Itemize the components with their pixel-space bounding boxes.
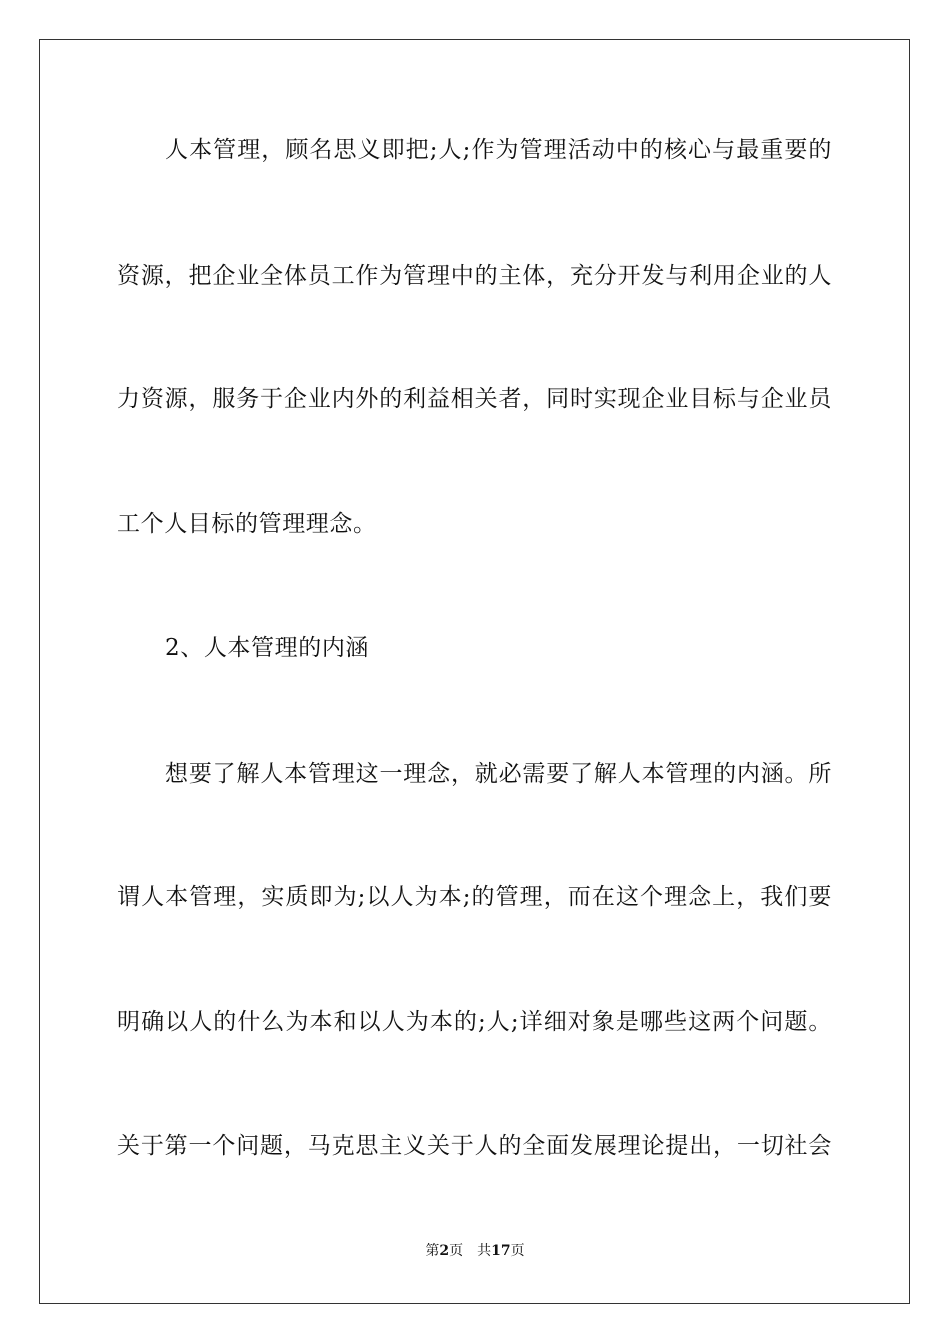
footer-page-prefix: 第: [425, 1243, 440, 1259]
footer-total-number: 17: [491, 1243, 511, 1259]
footer-page-number: 2: [439, 1243, 450, 1259]
paragraph-3-line-1: 想要了解人本管理这一理念，就必需要了解人本管理的内涵。所: [165, 761, 832, 787]
paragraph-1-line-2: 资源，把企业全体员工作为管理中的主体，充分开发与利用企业的人: [117, 263, 832, 289]
paragraph-3-line-3: 明确以人的什么为本和以人为本的;人;详细对象是哪些这两个问题。: [117, 1009, 832, 1035]
paragraph-1-line-1: 人本管理，顾名思义即把;人;作为管理活动中的核心与最重要的: [165, 137, 832, 163]
page-footer: [0, 1242, 950, 1260]
page-border: [39, 39, 910, 1304]
footer-total-suffix: 页: [510, 1243, 525, 1259]
section-heading: 2、人本管理的内涵: [165, 635, 370, 661]
paragraph-1-line-4: 工个人目标的管理理念。: [117, 511, 377, 537]
paragraph-3-line-4: 关于第一个问题，马克思主义关于人的全面发展理论提出，一切社会: [117, 1133, 832, 1159]
footer-total-prefix: 共: [477, 1243, 492, 1259]
paragraph-3-line-2: 谓人本管理，实质即为;以人为本;的管理，而在这个理念上，我们要: [117, 884, 832, 910]
paragraph-1-line-3: 力资源，服务于企业内外的利益相关者，同时实现企业目标与企业员: [117, 386, 832, 412]
footer-page-suffix: 页: [449, 1243, 464, 1259]
